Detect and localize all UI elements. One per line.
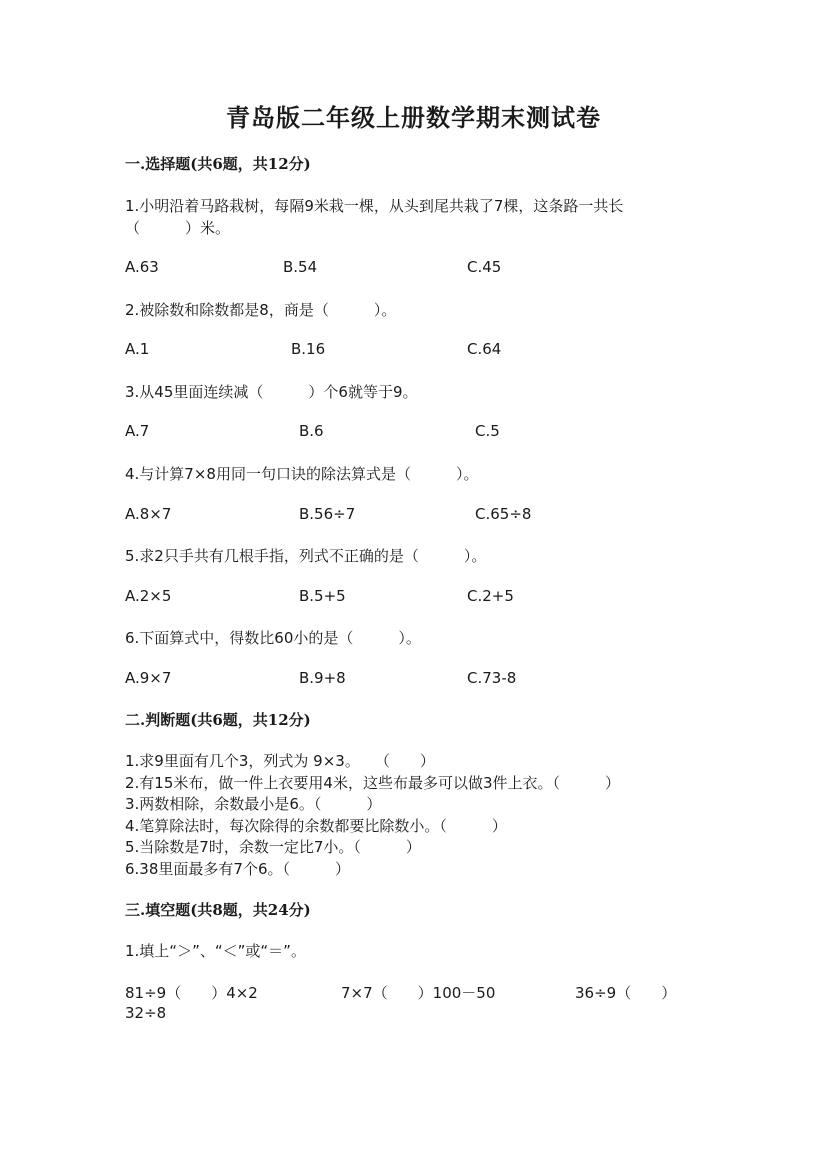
question-text: 5.求2只手共有几根手指，列式不正确的是（ ）。 (125, 547, 487, 565)
judgement-item: 1.求9里面有几个3，列式为 9×3。 （ ） (125, 752, 435, 770)
option-c: C.45 (467, 258, 502, 276)
option-b: B.54 (283, 258, 318, 276)
option-a: A.63 (125, 258, 159, 276)
judgement-item: 4.笔算除法时，每次除得的余数都要比除数小。（ ） (125, 817, 507, 835)
section-heading-judgement: 二.判断题(共6题，共12分) (125, 711, 311, 729)
option-c: C.65÷8 (475, 505, 532, 523)
comparison-item: 7×7（ ）100－50 (341, 984, 496, 1002)
option-b: B.5+5 (299, 587, 346, 605)
judgement-item: 5.当除数是7时，余数一定比7小。（ ） (125, 838, 421, 856)
question-text: 2.被除数和除数都是8，商是（ ）。 (125, 301, 397, 319)
page-title: 青岛版二年级上册数学期末测试卷 (226, 103, 601, 132)
option-c: C.2+5 (467, 587, 514, 605)
option-c: C.73-8 (467, 669, 517, 687)
comparison-item-continued: 32÷8 (125, 1004, 167, 1022)
question-text: 3.从45里面连续减（ ）个6就等于9。 (125, 383, 418, 401)
option-a: A.9×7 (125, 669, 172, 687)
question-text: 1.小明沿着马路栽树，每隔9米栽一棵，从头到尾共栽了7棵，这条路一共长 (125, 197, 624, 215)
judgement-item: 6.38里面最多有7个6。（ ） (125, 860, 350, 878)
judgement-item: 3.两数相除，余数最小是6。（ ） (125, 795, 382, 813)
option-c: C.5 (475, 422, 500, 440)
option-b: B.56÷7 (299, 505, 356, 523)
section-heading-fill-blank: 三.填空题(共8题，共24分) (125, 901, 311, 919)
comparison-item: 36÷9（ ） (575, 984, 677, 1002)
option-a: A.8×7 (125, 505, 172, 523)
option-b: B.6 (299, 422, 324, 440)
question-text: 1.填上“＞”、“＜”或“＝”。 (125, 942, 306, 960)
question-text: 6.下面算式中，得数比60小的是（ ）。 (125, 629, 421, 647)
option-b: B.9+8 (299, 669, 346, 687)
option-a: A.7 (125, 422, 150, 440)
option-a: A.1 (125, 340, 150, 358)
judgement-item: 2.有15米布，做一件上衣要用4米，这些布最多可以做3件上衣。（ ） (125, 774, 620, 792)
question-text-continued: （ ）米。 (125, 219, 231, 237)
section-heading-choice: 一.选择题(共6题，共12分) (125, 155, 311, 173)
option-c: C.64 (467, 340, 502, 358)
option-a: A.2×5 (125, 587, 172, 605)
question-text: 4.与计算7×8用同一句口诀的除法算式是（ ）。 (125, 465, 479, 483)
comparison-item: 81÷9（ ）4×2 (125, 984, 258, 1002)
option-b: B.16 (291, 340, 326, 358)
